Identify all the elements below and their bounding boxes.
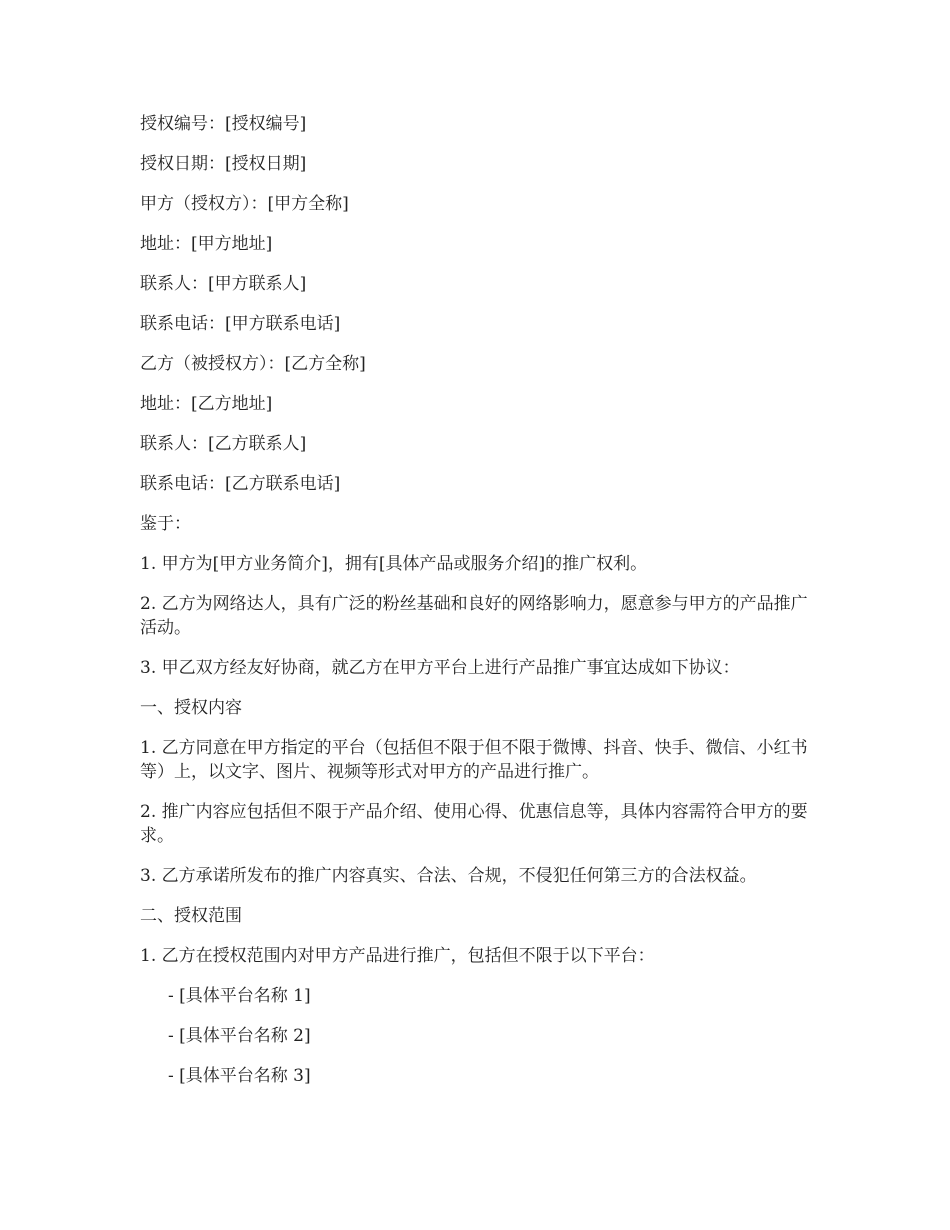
platform-list-item: - [具体平台名称 3] xyxy=(168,1066,311,1086)
field-party-b-address: 地址：[乙方地址] xyxy=(140,394,273,414)
preamble-item: 3. 甲乙双方经友好协商，就乙方在甲方平台上进行产品推广事宜达成如下协议： xyxy=(140,658,740,678)
preamble-label: 鉴于： xyxy=(140,514,191,534)
clause-item: 3. 乙方承诺所发布的推广内容真实、合法、合规，不侵犯任何第三方的合法权益。 xyxy=(140,866,757,886)
field-party-a-contact: 联系人：[甲方联系人] xyxy=(140,274,307,294)
platform-list-item: - [具体平台名称 1] xyxy=(168,986,311,1006)
clause-item: 2. 推广内容应包括但不限于产品介绍、使用心得、优惠信息等，具体内容需符合甲方的要求。 xyxy=(140,802,808,846)
preamble-item: 2. 乙方为网络达人，具有广泛的粉丝基础和良好的网络影响力，愿意参与甲方的产品推广活动。 xyxy=(140,594,808,638)
clause-item: 1. 乙方同意在甲方指定的平台（包括但不限于但不限于微博、抖音、快手、微信、小红书等）上，以文字、图片、视频等形式对甲方的产品进行推广。 xyxy=(140,738,808,782)
clause-item: 1. 乙方在授权范围内对甲方产品进行推广，包括但不限于以下平台： xyxy=(140,946,655,966)
field-party-a-address: 地址：[甲方地址] xyxy=(140,234,273,254)
document-body xyxy=(140,112,810,1104)
field-party-b-name: 乙方（被授权方）：[乙方全称] xyxy=(140,354,366,374)
preamble-item: 1. 甲方为[甲方业务简介]，拥有[具体产品或服务介绍]的推广权利。 xyxy=(140,554,648,574)
field-party-a-name: 甲方（授权方）：[甲方全称] xyxy=(140,194,349,214)
field-party-b-contact: 联系人：[乙方联系人] xyxy=(140,434,307,454)
field-authorization-date: 授权日期：[授权日期] xyxy=(140,154,307,174)
field-party-a-phone: 联系电话：[甲方联系电话] xyxy=(140,314,341,334)
platform-list-item: - [具体平台名称 2] xyxy=(168,1026,311,1046)
section-title-authorization-content: 一、授权内容 xyxy=(140,698,242,718)
field-authorization-number: 授权编号：[授权编号] xyxy=(140,114,307,134)
field-party-b-phone: 联系电话：[乙方联系电话] xyxy=(140,474,341,494)
section-title-authorization-scope: 二、授权范围 xyxy=(140,906,242,926)
